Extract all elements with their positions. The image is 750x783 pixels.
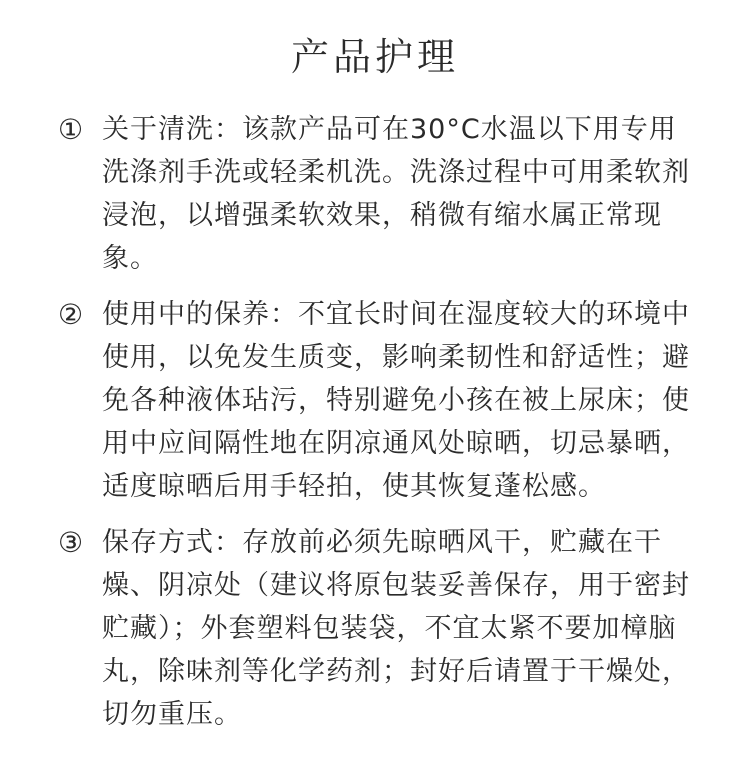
item-text: 关于清洗：该款产品可在30°C水温以下用专用洗涤剂手洗或轻柔机洗。洗涤过程中可用柔软剂浸泡，以增强柔软效果，稍微有缩水属正常现象。	[102, 114, 690, 274]
care-instructions-list	[58, 108, 698, 736]
care-item-storage	[58, 521, 698, 736]
item-text: 使用中的保养：不宜长时间在湿度较大的环境中使用，以免发生质变，影响柔韧性和舒适性；避免各种液体玷污，特别避免小孩在被上尿床；使用中应间隔性地在阴凉通风处晾晒，切忌暴晒，适度晾晒后用手轻拍，使其恢复蓬松感。	[102, 299, 690, 502]
care-item-washing	[58, 108, 698, 280]
page-title: 产品护理	[290, 35, 459, 79]
care-item-maintenance	[58, 293, 698, 508]
item-number: ①	[58, 113, 85, 146]
item-number: ③	[58, 526, 85, 559]
item-number: ②	[58, 298, 85, 331]
item-text: 保存方式：存放前必须先晾晒风干，贮藏在干燥、阴凉处（建议将原包装妥善保存，用于密封贮藏）；外套塑料包装袋，不宜太紧不要加樟脑丸，除味剂等化学药剂；封好后请置于干燥处，切勿重压。	[102, 527, 690, 730]
